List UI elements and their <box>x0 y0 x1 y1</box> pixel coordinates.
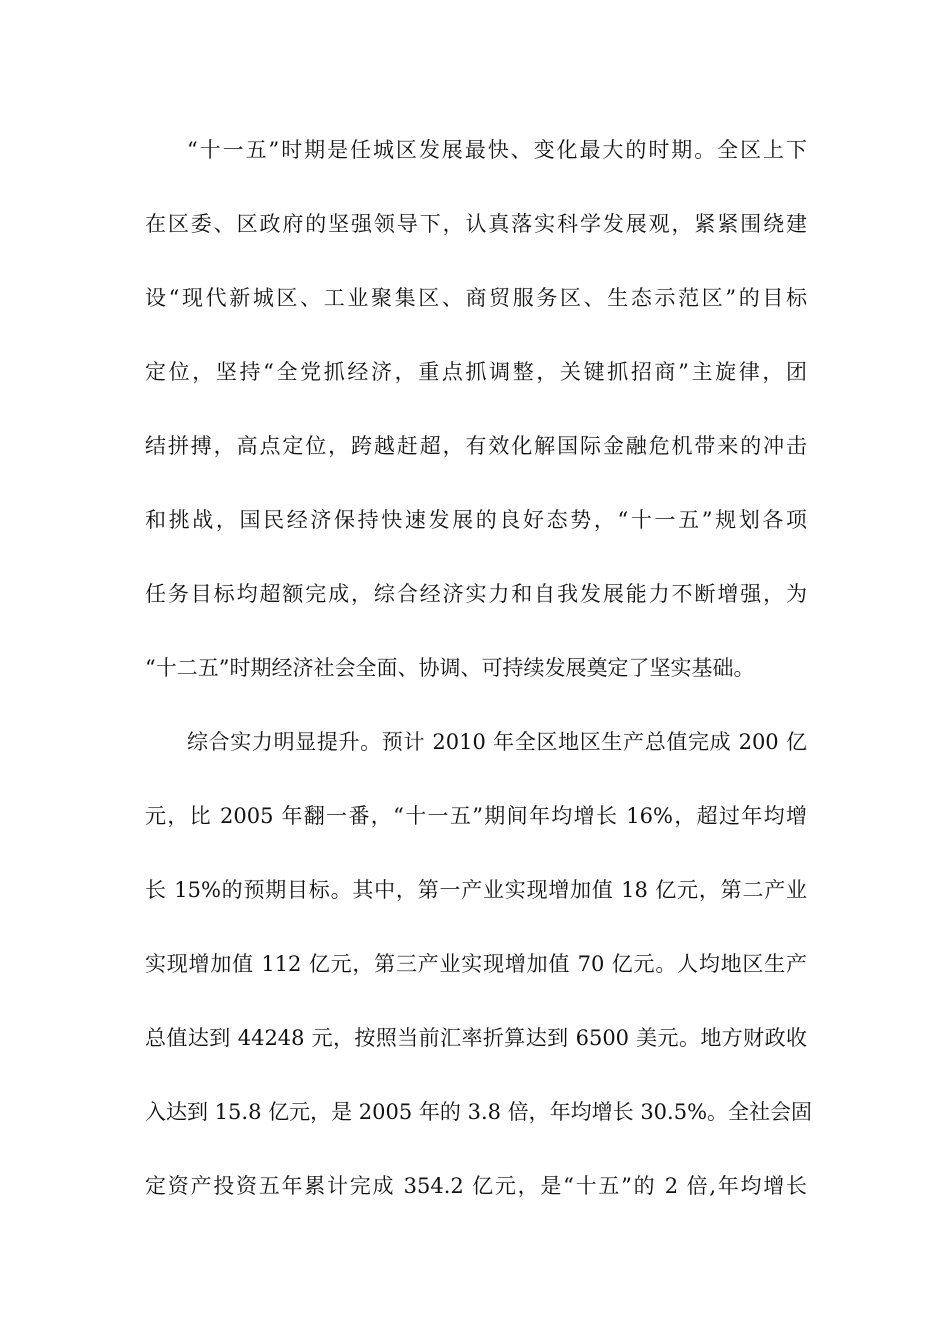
paragraph-1-line-1: “十一五”时期是任城区发展最快、变化最大的时期。全区上下 <box>187 138 807 162</box>
paragraph-1-line-3: 设“现代新城区、工业聚集区、商贸服务区、生态示范区”的目标 <box>145 286 807 310</box>
paragraph-2-line-3: 长 15%的预期目标。其中，第一产业实现增加值 18 亿元，第二产业 <box>145 878 807 902</box>
paragraph-2-line-6: 入达到 15.8 亿元，是 2005 年的 3.8 倍，年均增长 30.5%。全社会固 <box>145 1100 813 1124</box>
paragraph-2-line-1: 综合实力明显提升。预计 2010 年全区地区生产总值完成 200 亿 <box>187 730 807 754</box>
paragraph-1-line-8: “十二五”时期经济社会全面、协调、可持续发展奠定了坚实基础。 <box>145 656 755 680</box>
paragraph-2-line-2: 元，比 2005 年翻一番，“十一五”期间年均增长 16%，超过年均增 <box>145 804 807 828</box>
paragraph-2-line-7: 定资产投资五年累计完成 354.2 亿元，是“十五”的 2 倍,年均增长 <box>145 1174 807 1198</box>
paragraph-1-line-2: 在区委、区政府的坚强领导下，认真落实科学发展观，紧紧围绕建 <box>145 212 807 236</box>
paragraph-1-line-4: 定位，坚持“全党抓经济，重点抓调整，关键抓招商”主旋律，团 <box>145 360 807 384</box>
paragraph-1-line-5: 结拼搏，高点定位，跨越赶超，有效化解国际金融危机带来的冲击 <box>145 434 807 458</box>
paragraph-2-line-4: 实现增加值 112 亿元，第三产业实现增加值 70 亿元。人均地区生产 <box>145 952 807 976</box>
paragraph-1-line-6: 和挑战，国民经济保持快速发展的良好态势，“十一五”规划各项 <box>145 508 807 532</box>
paragraph-1-line-7: 任务目标均超额完成，综合经济实力和自我发展能力不断增强，为 <box>145 582 807 606</box>
paragraph-2-line-5: 总值达到 44248 元，按照当前汇率折算达到 6500 美元。地方财政收 <box>145 1026 807 1050</box>
body-text <box>145 128 813 1238</box>
